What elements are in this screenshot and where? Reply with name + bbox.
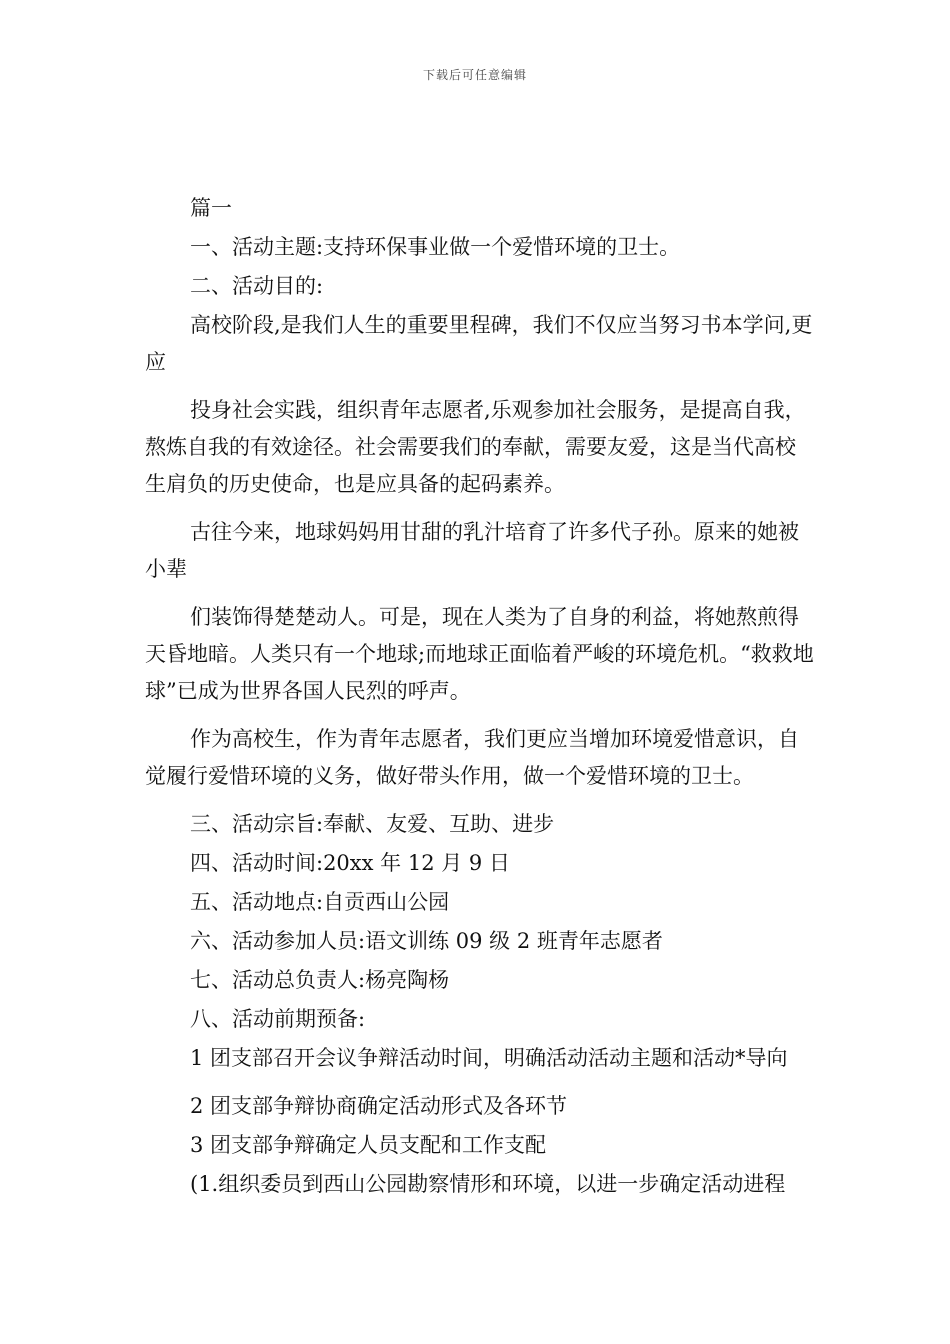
paragraph: 们装饰得楚楚动人。可是，现在人类为了自身的利益，将她熬煎得天昏地暗。人类只有一个地球;而地球正面临着严峻的环境危机。“救救地球”已成为世界各国人民烈的呼声。 [145,605,814,703]
paragraph: 1 团支部召开会议争辩活动时间，明确活动活动主题和活动*导向 [190,1046,788,1070]
paragraph: 七、活动总负责人:杨亮陶杨 [190,968,450,992]
paragraph: 五、活动地点:自贡西山公园 [190,890,450,914]
paragraph: 投身社会实践，组织青年志愿者,乐观参加社会服务，是提高自我，熬炼自我的有效途径。社会需要我们的奉献，需要友爱，这是当代高校生肩负的历史使命，也是应具备的起码素养。 [145,398,806,496]
paragraph: 六、活动参加人员:语文训练 09 级 2 班青年志愿者 [190,929,663,953]
section-title: 篇一 [190,196,232,220]
paragraph: 3 团支部争辩确定人员支配和工作支配 [190,1133,547,1157]
paragraph: 作为高校生，作为青年志愿者，我们更应当增加环境爱惜意识，自觉履行爱惜环境的义务，做好带头作用，做一个爱惜环境的卫士。 [145,727,799,788]
paragraph: 2 团支部争辩协商确定活动形式及各环节 [190,1094,568,1118]
paragraph: 二、活动目的: [190,274,324,298]
paragraph: 古往今来，地球妈妈用甘甜的乳汁培育了许多代子孙。原来的她被小辈 [145,520,799,581]
paragraph: 四、活动时间:20xx 年 12 月 9 日 [190,851,510,875]
paragraph: 高校阶段,是我们人生的重要里程碑，我们不仅应当努习书本学问,更应 [145,313,813,374]
document-body [145,190,815,1214]
paragraph: (1.组织委员到西山公园勘察情形和环境，以进一步确定活动进程 [190,1172,786,1196]
paragraph: 八、活动前期预备: [190,1007,366,1031]
page-header: 下载后可任意编辑 [422,68,527,82]
paragraph: 一、活动主题:支持环保事业做一个爱惜环境的卫士。 [190,235,681,259]
paragraph: 三、活动宗旨:奉献、友爱、互助、进步 [190,812,555,836]
